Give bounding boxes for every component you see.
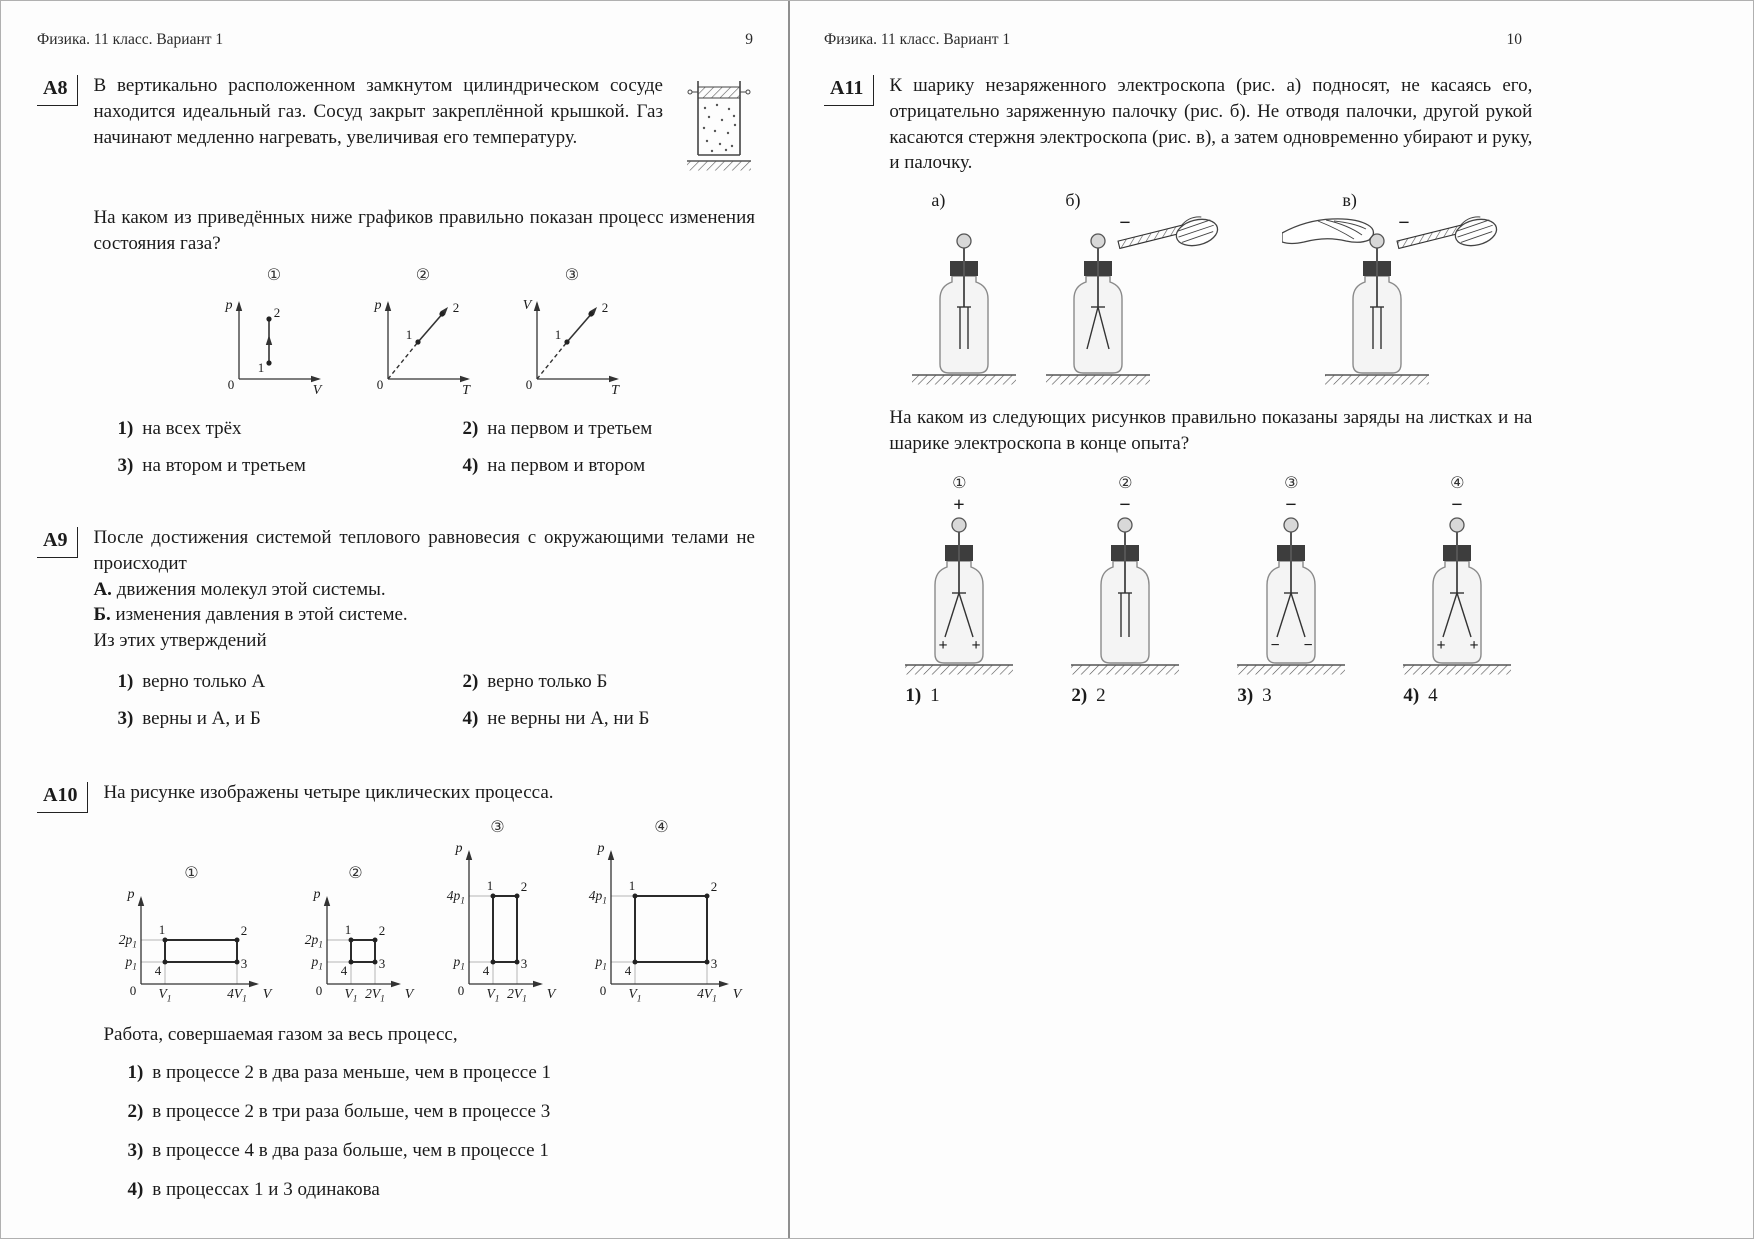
header-title: Физика. 11 класс. Вариант 1 <box>37 31 224 48</box>
a11-figure-v <box>1282 188 1532 386</box>
option-text: 2 <box>1096 685 1106 707</box>
point-4-label: 4 <box>625 963 632 979</box>
a9-option-4 <box>462 706 755 732</box>
y-axis-label: p <box>374 298 382 314</box>
leaf-right-sign: + <box>971 637 981 655</box>
origin-label: 0 <box>377 377 384 393</box>
ball <box>1450 518 1464 532</box>
a10-option-2 <box>127 1099 755 1125</box>
ground <box>1046 375 1150 385</box>
hand-icon <box>1173 215 1220 250</box>
option-number: 2) <box>127 1100 144 1122</box>
task-a10 <box>37 780 755 1203</box>
a11-answer-3-number: ③ <box>1284 473 1299 493</box>
y-axis-label: p <box>127 887 135 903</box>
option-number: 3) <box>117 707 134 729</box>
touching-hand-icon <box>1282 219 1373 244</box>
point-1-label: 1 <box>406 327 413 343</box>
option-text: верно только Б <box>487 671 608 693</box>
origin-label: 0 <box>600 983 607 999</box>
ground <box>912 375 1016 385</box>
option-number: 3) <box>117 455 134 477</box>
option-text: верны и А, и Б <box>142 707 261 729</box>
a8-graph-3-figure <box>509 264 634 401</box>
xtick-right: $4V_1$ <box>697 986 718 1005</box>
x-axis-label: V <box>547 987 556 1003</box>
a10-option-3 <box>127 1138 755 1164</box>
task-a9 <box>37 525 755 732</box>
statement-a-text: движения молекул этой системы. <box>116 578 386 600</box>
axis-arrows <box>324 896 401 987</box>
a11-answer-4-number: ④ <box>1450 473 1465 493</box>
a11-answer-2-number: ② <box>1118 473 1133 493</box>
page-10 <box>790 1 1754 1238</box>
a10-graph-4-figure <box>577 816 745 1007</box>
ground <box>1403 665 1511 675</box>
task-a8 <box>37 73 755 479</box>
x-axis-label: V <box>733 987 742 1003</box>
cycle-points <box>491 894 520 965</box>
origin-label: 0 <box>316 983 323 999</box>
a9-option-2 <box>462 669 755 695</box>
option-text: 4 <box>1428 685 1438 707</box>
a10-options <box>127 1060 755 1202</box>
point-4-label: 4 <box>155 963 162 979</box>
ytick-top: $2p_1$ <box>119 932 138 951</box>
page-number: 9 <box>745 31 753 48</box>
a8-option-2 <box>462 416 755 442</box>
a10-graph-4 <box>577 838 745 1006</box>
vessel-figure-wrap <box>683 75 755 187</box>
point-4-label: 4 <box>483 963 490 979</box>
option-number: 4) <box>462 707 479 729</box>
xtick-right: $2V_1$ <box>365 986 386 1005</box>
a8-graph-1 <box>211 287 336 401</box>
electroscope-answer-4 <box>1397 495 1517 677</box>
a8-options <box>117 416 755 479</box>
a8-option-1 <box>117 416 462 442</box>
option-number: 1) <box>117 671 134 693</box>
a10-graphs-row <box>107 816 755 1007</box>
gas-dots <box>703 104 736 152</box>
a8-graph-1-number: ① <box>266 265 282 285</box>
a10-graph-3 <box>435 838 559 1006</box>
task-a10-label: А10 <box>37 782 88 813</box>
a8-graph-2-figure <box>360 264 485 401</box>
electroscope-answer-1 <box>899 495 1019 677</box>
option-number: 1) <box>905 685 922 707</box>
electroscope-answer-2 <box>1065 495 1185 677</box>
a10-graph-4-number: ④ <box>654 816 669 836</box>
option-text: не верны ни А, ни Б <box>487 707 650 729</box>
point-1-label: 1 <box>159 922 166 938</box>
point-2-label: 2 <box>274 305 281 321</box>
a10-graph-1 <box>107 884 275 1006</box>
a11-figure-a <box>909 188 1019 386</box>
point-2-label: 2 <box>521 879 528 895</box>
task-a8-body <box>93 73 755 479</box>
axis-arrows <box>466 850 543 987</box>
cycle-rect <box>635 896 707 962</box>
a8-graphs-row <box>211 264 755 401</box>
point-2-label: 2 <box>379 923 386 939</box>
x-axis-label: V <box>405 987 414 1003</box>
option-number: 4) <box>1403 685 1420 707</box>
leaf-left-sign: − <box>1270 637 1280 655</box>
a10-graph-1-number: ① <box>184 862 199 882</box>
option-number: 2) <box>462 671 479 693</box>
option-text: на первом и третьем <box>487 418 653 440</box>
option-text: на втором и третьем <box>142 455 306 477</box>
task-a11-label: А11 <box>824 75 874 106</box>
ytick-bottom: $p_1$ <box>453 954 466 973</box>
a9-statement: После достижения системой теплового равновесия с окружающими телами не происходит <box>93 526 755 574</box>
a11-answer-2-caption <box>1071 683 1105 709</box>
xtick-left: $V_1$ <box>344 986 358 1005</box>
option-number: 1) <box>127 1062 144 1084</box>
page-9 <box>1 1 788 1238</box>
ytick-top: $4p_1$ <box>447 888 466 907</box>
option-text: в процессе 2 в два раза меньше, чем в процессе 1 <box>152 1062 552 1084</box>
a11-answer-3-figure <box>1231 472 1351 709</box>
origin-label: 0 <box>458 983 465 999</box>
option-text: в процессе 2 в три раза больше, чем в процессе 3 <box>152 1100 551 1122</box>
cycle-points <box>633 894 710 965</box>
x-axis-label: V <box>313 383 322 399</box>
a9-option-1 <box>117 669 462 695</box>
point-3-label: 3 <box>379 956 386 972</box>
origin-label: 0 <box>228 377 235 393</box>
ground <box>905 665 1013 675</box>
page-number: 10 <box>1506 31 1522 48</box>
ball <box>1284 518 1298 532</box>
option-text: в процессах 1 и 3 одинакова <box>152 1178 380 1200</box>
option-text: на всех трёх <box>142 418 242 440</box>
x-axis-label: T <box>611 383 620 399</box>
cycle-rect <box>493 896 517 962</box>
page-header <box>824 31 1524 49</box>
process-segment <box>266 317 272 366</box>
a9-outro: Из этих утверждений <box>93 630 267 652</box>
xtick-left: $V_1$ <box>628 986 642 1005</box>
a11-answers-row <box>899 472 1532 709</box>
option-number: 1) <box>117 418 134 440</box>
task-a11-body <box>889 73 1532 709</box>
a11-answer-1-caption <box>905 683 939 709</box>
option-number: 3) <box>1237 685 1254 707</box>
xtick-left: $V_1$ <box>486 986 500 1005</box>
leaf-right-sign: − <box>1303 637 1313 655</box>
a10-option-1 <box>127 1060 755 1086</box>
point-2-label: 2 <box>711 879 718 895</box>
ytick-top: $4p_1$ <box>589 888 608 907</box>
option-number: 2) <box>462 418 479 440</box>
ball <box>1091 234 1105 248</box>
a10-statement: На рисунке изображены четыре циклических процесса. <box>103 781 554 803</box>
a9-statement-b <box>93 602 755 628</box>
a11-figure-b-label: б) <box>1065 190 1081 211</box>
ground <box>687 161 751 171</box>
point-3-label: 3 <box>711 956 718 972</box>
point-1-label: 1 <box>345 922 352 938</box>
task-a11 <box>824 73 1533 709</box>
point-1-label: 1 <box>258 360 265 376</box>
ground <box>1071 665 1179 675</box>
a11-answer-2-figure <box>1065 472 1185 709</box>
a8-graph-2-number: ② <box>415 265 431 285</box>
electroscope-answer-3 <box>1231 495 1351 677</box>
page-header <box>37 31 755 49</box>
a10-graph-3-figure <box>435 816 559 1007</box>
option-number: 4) <box>462 455 479 477</box>
a8-graph-1-figure <box>211 264 336 401</box>
a9-statement-a <box>93 577 755 603</box>
point-1-label: 1 <box>629 878 636 894</box>
a11-answer-4-caption <box>1403 683 1437 709</box>
a10-graph-2-figure <box>293 862 417 1007</box>
ytick-bottom: $p_1$ <box>311 954 324 973</box>
ground <box>1237 665 1345 675</box>
statement-a-label: А. <box>93 578 112 600</box>
rod-charge-sign: − <box>1398 214 1411 234</box>
rod-charge-sign: − <box>1119 214 1132 234</box>
y-axis-label: p <box>225 298 233 314</box>
task-a9-body <box>93 525 755 732</box>
a8-graph-3 <box>509 287 634 401</box>
a11-figure-a-label: а) <box>931 190 946 211</box>
ball <box>952 518 966 532</box>
a8-question: На каком из приведённых ниже графиков правильно показан процесс изменения состояния газа? <box>93 206 755 254</box>
ball-charge-sign: − <box>1119 495 1132 517</box>
a11-figures-row <box>909 188 1532 386</box>
a9-options <box>117 669 755 732</box>
option-text: 3 <box>1262 685 1272 707</box>
option-number: 3) <box>127 1139 144 1161</box>
a11-answer-1-figure <box>899 472 1019 709</box>
a8-option-3 <box>117 453 462 479</box>
x-axis-label: V <box>263 987 272 1003</box>
cycle-points <box>163 938 240 965</box>
a11-question: На каком из следующих рисунков правильно показаны заряды на листках и на шарике электроскопа в конце опыта? <box>889 406 1533 454</box>
electroscope-b-with-rod <box>1043 215 1258 387</box>
xtick-right: $2V_1$ <box>507 986 528 1005</box>
ball <box>957 234 971 248</box>
page-9-content <box>1 1 755 1202</box>
a10-option-4 <box>127 1177 755 1203</box>
axes <box>469 852 541 984</box>
ball <box>1118 518 1132 532</box>
task-a10-body <box>103 780 755 1203</box>
point-3-label: 3 <box>241 956 248 972</box>
cycle-rect <box>165 940 237 962</box>
xtick-left: $V_1$ <box>158 986 172 1005</box>
y-axis-label: p <box>455 841 463 857</box>
page-10-content <box>790 1 1533 709</box>
point-2-label: 2 <box>241 923 248 939</box>
point-2-label: 2 <box>453 300 460 316</box>
y-axis-label: p <box>313 887 321 903</box>
electroscope-v-with-rod-and-hand <box>1282 215 1532 387</box>
a10-graph-2-number: ② <box>348 862 363 882</box>
ball-charge-sign: − <box>1285 495 1298 517</box>
point-1-label: 1 <box>487 878 494 894</box>
a10-graph-1-figure <box>107 862 275 1007</box>
electroscope-a <box>909 215 1019 387</box>
origin-label: 0 <box>130 983 137 999</box>
option-text: верно только А <box>142 671 266 693</box>
statement-b-label: Б. <box>93 604 111 626</box>
option-text: на первом и втором <box>487 455 646 477</box>
a10-graph-3-number: ③ <box>490 816 505 836</box>
point-2-label: 2 <box>602 300 609 316</box>
cycle-rect <box>351 940 375 962</box>
leaf-right-sign: + <box>1469 637 1479 655</box>
gas-vessel-figure <box>683 75 755 179</box>
ball-charge-sign: + <box>953 495 966 517</box>
ytick-bottom: $p_1$ <box>595 954 608 973</box>
task-a9-label: А9 <box>37 527 78 558</box>
y-axis-label: p <box>597 841 605 857</box>
ytick-top: $2p_1$ <box>305 932 324 951</box>
a8-statement: В вертикально расположенном замкнутом цилиндрическом сосуде находится идеальный газ. Сосуд закрыт закреплённой крышкой. Газ начинают медленно нагревать, увеличивая его температуру. <box>93 75 663 148</box>
process-line <box>388 307 448 379</box>
origin-label: 0 <box>526 377 533 393</box>
a9-option-3 <box>117 706 462 732</box>
a10-graph-2 <box>293 884 417 1006</box>
a10-question: Работа, совершаемая газом за весь процесс, <box>103 1024 458 1046</box>
x-axis-label: T <box>462 383 471 399</box>
option-text: 1 <box>930 685 940 707</box>
option-number: 4) <box>127 1178 144 1200</box>
a11-statement: К шарику незаряженного электроскопа (рис. а) подносят, не касаясь его, отрицательно заряженную палочку (рис. б). Не отводя палочки, другой рукой касаются стержня электроскопа (рис. в), а затем одновременно убирают и руку, и палочку. <box>889 75 1533 174</box>
a11-figure-v-label: в) <box>1342 190 1357 211</box>
header-title: Физика. 11 класс. Вариант 1 <box>824 31 1011 48</box>
point-4-label: 4 <box>341 963 348 979</box>
point-1-label: 1 <box>555 327 562 343</box>
ytick-bottom: $p_1$ <box>125 954 138 973</box>
a8-statement-row <box>93 73 755 187</box>
ground <box>1325 375 1429 385</box>
a8-graph-3-number: ③ <box>564 265 580 285</box>
a8-graph-2 <box>360 287 485 401</box>
a11-answer-3-caption <box>1237 683 1271 709</box>
statement-b-text: изменения давления в этой системе. <box>115 604 408 626</box>
hand-icon <box>1452 215 1499 250</box>
task-a8-label: А8 <box>37 75 78 106</box>
a11-figure-b <box>1043 188 1258 386</box>
a11-answer-4-figure <box>1397 472 1517 709</box>
ball-charge-sign: − <box>1451 495 1464 517</box>
cycle-points <box>349 938 378 965</box>
option-text: в процессе 4 в два раза больше, чем в процессе 1 <box>152 1139 549 1161</box>
a11-answer-1-number: ① <box>952 473 967 493</box>
leaf-left-sign: + <box>938 637 948 655</box>
a8-option-4 <box>462 453 755 479</box>
option-number: 2) <box>1071 685 1088 707</box>
point-3-label: 3 <box>521 956 528 972</box>
y-axis-label: V <box>523 298 532 314</box>
vessel-lid <box>698 87 740 98</box>
process-line <box>537 307 597 379</box>
xtick-right: $4V_1$ <box>227 986 248 1005</box>
leaf-left-sign: + <box>1436 637 1446 655</box>
